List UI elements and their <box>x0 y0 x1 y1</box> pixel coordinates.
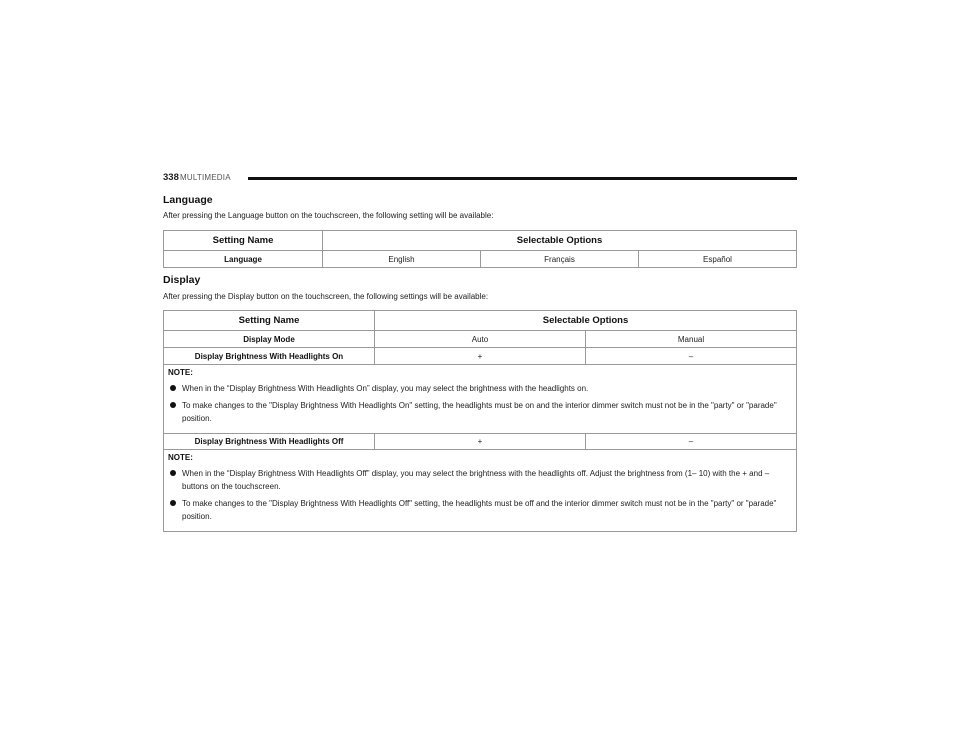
note-bullet-text: When in the “Display Brightness With Headlights Off” display, you may select the brightness with the headlights off. Adjust the brightness from (1– 10) with the + and – buttons on the touchscreen. <box>182 469 770 491</box>
option-cell: Español <box>639 251 797 268</box>
bullet-icon <box>170 385 176 391</box>
note-cell <box>164 365 797 434</box>
table-row <box>164 331 797 348</box>
table-row <box>164 348 797 365</box>
note-bullet <box>168 382 790 395</box>
selectable-options-header: Selectable Options <box>323 231 797 251</box>
note-cell <box>164 450 797 532</box>
note-bullet <box>168 399 790 425</box>
note-bullet-text: To make changes to the "Display Brightness With Headlights On" setting, the headlights must be on and the interior dimmer switch must not be in the "party" or "parade" position. <box>182 401 777 423</box>
option-cell: – <box>586 434 797 450</box>
table-row <box>164 251 797 268</box>
setting-name-cell: Display Brightness With Headlights On <box>164 348 375 365</box>
setting-name-header: Setting Name <box>164 231 323 251</box>
language-intro: After pressing the Language button on the touchscreen, the following setting will be available: <box>163 211 494 220</box>
note-bullet-text: To make changes to the "Display Brightness With Headlights Off" setting, the headlights must be off and the interior dimmer switch must not be in the "party" or "parade" position. <box>182 499 777 521</box>
page-header <box>163 172 797 184</box>
note-bullet <box>168 467 790 493</box>
option-cell: English <box>323 251 481 268</box>
note-bullet-text: When in the “Display Brightness With Headlights On” display, you may select the brightness with the headlights on. <box>182 384 589 393</box>
page-number: 338 <box>163 172 179 183</box>
table-row <box>164 434 797 450</box>
section-name: MULTIMEDIA <box>180 172 231 182</box>
option-cell: Français <box>481 251 639 268</box>
option-cell: + <box>375 434 586 450</box>
language-table <box>163 230 797 268</box>
setting-name-cell: Language <box>164 251 323 268</box>
display-heading: Display <box>163 274 201 286</box>
display-table <box>163 310 797 532</box>
setting-name-header: Setting Name <box>164 311 375 331</box>
option-cell: Manual <box>586 331 797 348</box>
setting-name-cell: Display Brightness With Headlights Off <box>164 434 375 450</box>
bullet-icon <box>170 402 176 408</box>
setting-name-cell: Display Mode <box>164 331 375 348</box>
note-bullet <box>168 497 790 523</box>
header-rule <box>248 177 797 180</box>
selectable-options-header: Selectable Options <box>375 311 797 331</box>
display-intro: After pressing the Display button on the touchscreen, the following settings will be available: <box>163 292 489 301</box>
option-cell: – <box>586 348 797 365</box>
option-cell: Auto <box>375 331 586 348</box>
bullet-icon <box>170 500 176 506</box>
language-heading: Language <box>163 194 213 206</box>
option-cell: + <box>375 348 586 365</box>
note-label: NOTE: <box>168 453 193 462</box>
bullet-icon <box>170 470 176 476</box>
note-label: NOTE: <box>168 368 193 377</box>
